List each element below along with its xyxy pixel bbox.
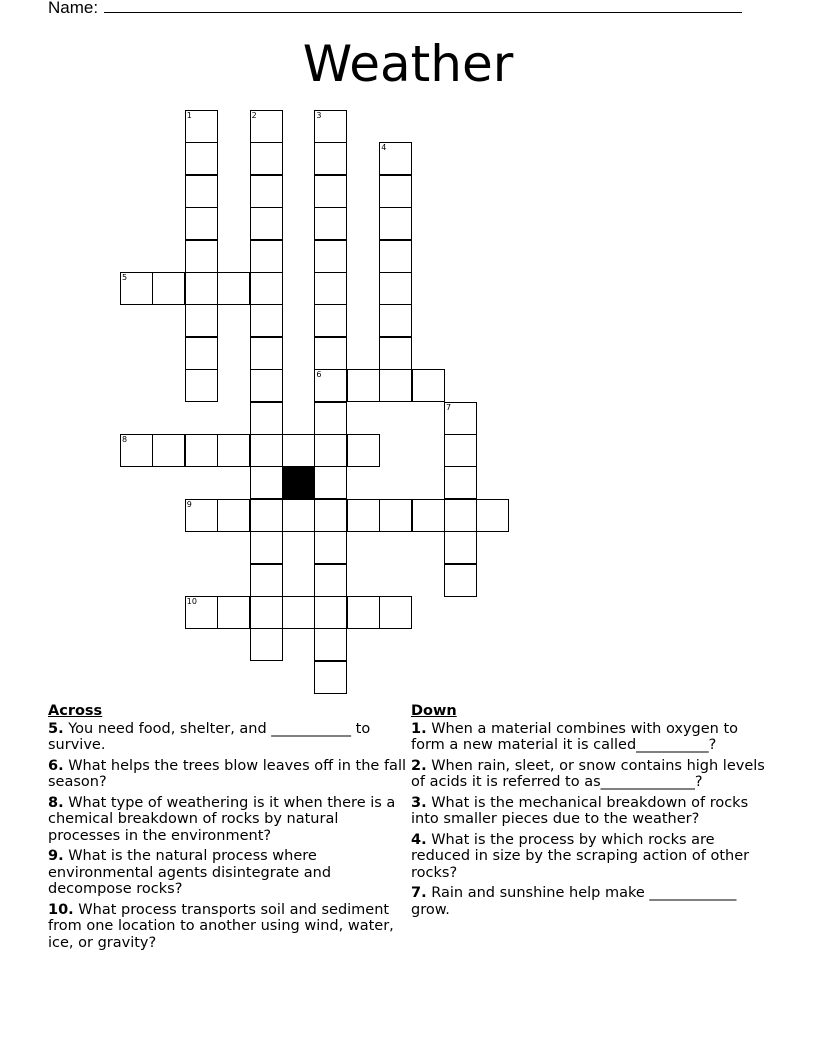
clue-number-label: 6 xyxy=(316,370,322,380)
clue-across-10 xyxy=(48,902,408,952)
clue-number-label: 3 xyxy=(316,111,322,120)
grid-cell[interactable] xyxy=(314,272,347,305)
grid-cell[interactable] xyxy=(314,499,347,532)
grid-cell[interactable] xyxy=(444,466,477,499)
grid-cell[interactable] xyxy=(314,564,347,597)
clue-number: 4. xyxy=(411,831,427,848)
clue-down-1 xyxy=(411,721,771,754)
grid-cell[interactable] xyxy=(250,142,283,175)
clue-across-9 xyxy=(48,848,408,898)
grid-cell[interactable] xyxy=(347,499,380,532)
clue-text: What is the process by which rocks are reduced in size by the scraping action of other rocks? xyxy=(411,831,750,881)
clue-down-3 xyxy=(411,795,771,828)
clue-number-label: 8 xyxy=(122,435,128,444)
clue-number: 1. xyxy=(411,720,427,737)
down-clues xyxy=(411,703,771,922)
grid-cell[interactable] xyxy=(152,434,185,467)
black-square xyxy=(282,466,315,499)
grid-cell[interactable] xyxy=(185,337,218,370)
grid-cell[interactable] xyxy=(314,337,347,370)
grid-cell[interactable] xyxy=(250,402,283,435)
grid-cell[interactable] xyxy=(444,434,477,467)
grid-cell[interactable] xyxy=(250,628,283,661)
down-heading: Down xyxy=(411,703,457,719)
clue-down-7 xyxy=(411,885,771,918)
grid-cell[interactable] xyxy=(379,369,412,402)
clue-text: When a material combines with oxygen to form a new material it is called__________? xyxy=(411,720,739,753)
grid-cell[interactable] xyxy=(185,434,218,467)
grid-cell[interactable] xyxy=(250,272,283,305)
grid-cell[interactable] xyxy=(314,434,347,467)
grid-cell[interactable] xyxy=(185,110,218,143)
grid-cell[interactable] xyxy=(250,466,283,499)
grid-cell[interactable] xyxy=(314,661,347,694)
clue-text: What type of weathering is it when there is a chemical breakdown of rocks by natural processes in the environment? xyxy=(48,794,396,844)
grid-cell[interactable] xyxy=(314,142,347,175)
grid-cell[interactable] xyxy=(250,564,283,597)
grid-cell[interactable] xyxy=(185,369,218,402)
grid-cell[interactable] xyxy=(185,175,218,208)
clue-across-6 xyxy=(48,758,408,791)
clue-down-4 xyxy=(411,832,771,882)
grid-cell[interactable] xyxy=(185,207,218,240)
grid-cell[interactable] xyxy=(250,240,283,273)
clue-number: 8. xyxy=(48,794,64,811)
grid-cell[interactable] xyxy=(250,499,283,532)
grid-cell[interactable] xyxy=(444,402,477,435)
grid-cell[interactable] xyxy=(476,499,509,532)
grid-cell[interactable] xyxy=(314,531,347,564)
grid-cell[interactable] xyxy=(185,304,218,337)
grid-cell[interactable] xyxy=(120,434,153,467)
grid-cell[interactable] xyxy=(152,272,185,305)
clue-number: 5. xyxy=(48,720,64,737)
clue-number: 6. xyxy=(48,757,64,774)
grid-cell[interactable] xyxy=(250,596,283,629)
clue-text: What is the mechanical breakdown of rocks into smaller pieces due to the weather? xyxy=(411,794,749,827)
clue-text: What is the natural process where environmental agents disintegrate and decompose rocks? xyxy=(48,848,332,897)
across-clues xyxy=(48,703,408,955)
clue-number-label: 1 xyxy=(186,111,192,120)
grid-cell[interactable] xyxy=(250,434,283,467)
grid-cell[interactable] xyxy=(250,207,283,240)
grid-cell[interactable] xyxy=(250,531,283,564)
clue-text: What helps the trees blow leaves off in the fall season? xyxy=(48,757,406,790)
grid-cell[interactable] xyxy=(314,402,347,435)
grid-cell[interactable] xyxy=(379,337,412,370)
grid-cell[interactable] xyxy=(185,240,218,273)
grid-cell[interactable] xyxy=(379,142,412,175)
clue-text: Rain and sunshine help make ____________ grow. xyxy=(411,885,737,918)
clue-number: 7. xyxy=(411,885,427,901)
grid-cell[interactable] xyxy=(347,369,380,402)
clue-number-label: 4 xyxy=(381,143,387,153)
grid-cell[interactable] xyxy=(379,175,412,208)
grid-cell[interactable] xyxy=(314,240,347,273)
clue-text: You need food, shelter, and ___________ to survive. xyxy=(48,720,371,753)
grid-cell[interactable] xyxy=(347,434,380,467)
clue-across-5 xyxy=(48,721,408,754)
clue-number-label: 2 xyxy=(251,111,257,120)
grid-cell[interactable] xyxy=(250,369,283,402)
clue-number-label: 5 xyxy=(122,273,128,282)
grid-cell[interactable] xyxy=(314,110,347,143)
clue-number: 3. xyxy=(411,794,427,811)
grid-cell[interactable] xyxy=(314,596,347,629)
grid-cell[interactable] xyxy=(379,240,412,273)
grid-cell[interactable] xyxy=(314,175,347,208)
grid-cell[interactable] xyxy=(314,207,347,240)
grid-cell[interactable] xyxy=(412,499,445,532)
grid-cell[interactable] xyxy=(185,499,218,532)
grid-cell[interactable] xyxy=(185,142,218,175)
grid-cell[interactable] xyxy=(185,272,218,305)
grid-cell[interactable] xyxy=(250,175,283,208)
grid-cell[interactable] xyxy=(185,596,218,629)
grid-cell[interactable] xyxy=(379,499,412,532)
grid-cell[interactable] xyxy=(250,110,283,143)
grid-cell[interactable] xyxy=(282,434,315,467)
clue-text: What process transports soil and sediment from one location to another using wind, water, ice, or gravity? xyxy=(48,901,394,951)
clue-number: 9. xyxy=(48,848,64,864)
clue-number-label: 7 xyxy=(446,402,452,412)
grid-cell[interactable] xyxy=(217,434,250,467)
grid-cell[interactable] xyxy=(250,304,283,337)
grid-cell[interactable] xyxy=(120,272,153,305)
grid-cell[interactable] xyxy=(379,272,412,305)
name-label: Name: xyxy=(48,0,99,17)
grid-cell[interactable] xyxy=(217,272,250,305)
grid-cell[interactable] xyxy=(314,466,347,499)
grid-cell[interactable] xyxy=(314,369,347,402)
clue-across-8 xyxy=(48,795,408,845)
grid-cell[interactable] xyxy=(444,499,477,532)
page-title: Weather xyxy=(302,35,514,93)
clue-number: 10. xyxy=(48,901,74,918)
grid-cell[interactable] xyxy=(379,304,412,337)
grid-cell[interactable] xyxy=(379,207,412,240)
grid-cell[interactable] xyxy=(314,304,347,337)
grid-cell[interactable] xyxy=(250,337,283,370)
grid-cell[interactable] xyxy=(217,596,250,629)
grid-cell[interactable] xyxy=(379,596,412,629)
grid-cell[interactable] xyxy=(444,531,477,564)
clue-number-label: 9 xyxy=(186,499,192,509)
grid-cell[interactable] xyxy=(314,628,347,661)
grid-cell[interactable] xyxy=(282,596,315,629)
clue-number-label: 10 xyxy=(186,597,197,606)
grid-cell[interactable] xyxy=(347,596,380,629)
grid-cell[interactable] xyxy=(444,564,477,597)
clue-down-2 xyxy=(411,758,771,791)
grid-cell[interactable] xyxy=(217,499,250,532)
clue-text: When rain, sleet, or snow contains high levels of acids it is referred to as_____________? xyxy=(411,757,765,790)
grid-cell[interactable] xyxy=(282,499,315,532)
clue-number: 2. xyxy=(411,757,427,774)
grid-cell[interactable] xyxy=(412,369,445,402)
across-heading: Across xyxy=(48,703,103,719)
